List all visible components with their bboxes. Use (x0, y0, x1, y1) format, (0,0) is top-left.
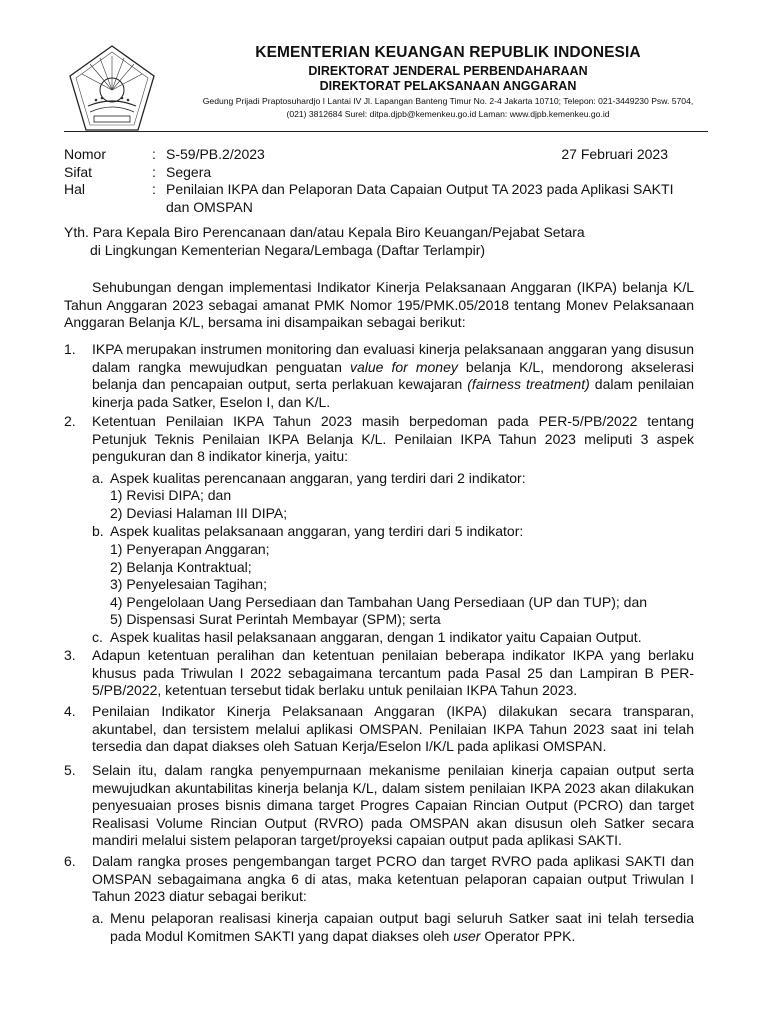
item-text (92, 341, 694, 411)
sub-item-text: Aspek kualitas hasil pelaksanaan anggaran, dengan 1 indikator yaitu Capaian Output. (110, 629, 642, 645)
address-line-1: Gedung Prijadi Praptosuhardjo I Lantai IV Jl. Lapangan Banteng Timur No. 2-4 Jakarta 10710; Telepon: 021-3449230 Psw. 5704, (202, 96, 694, 106)
ministry-name: KEMENTERIAN KEUANGAN REPUBLIK INDONESIA (255, 44, 641, 61)
meta-sifat (64, 164, 704, 182)
sub-item-2a (92, 470, 694, 488)
colon: : (152, 146, 156, 162)
list-item-2 (64, 413, 694, 466)
sub-sub-item: 2) Deviasi Halaman III DIPA; (110, 505, 288, 521)
sub-item-text: Aspek kualitas pelaksanaan anggaran, yang terdiri dari 5 indikator: (110, 523, 524, 539)
sub-item-letter: a. (92, 910, 104, 926)
sub-item-text-part: Menu pelaporan realisasi kinerja capaian output bagi seluruh Satker saat ini telah tersedia pada Modul Komitmen SAKTI yang dapat diakses oleh (110, 910, 694, 944)
item-text: Penilaian Indikator Kinerja Pelaksanaan Anggaran (IKPA) dilakukan secara transparan, akuntabel, dan tersistem melalui aplikasi OMSPAN. Penilaian IKPA Tahun 2023 saat ini telah tersedia dan dapat diakses oleh Satuan Kerja/Eselon I/K/L pada aplikasi OMSPAN. (92, 703, 694, 754)
item-text: Dalam rangka proses pengembangan target PCRO dan target RVRO pada aplikasi SAKTI dan OMSPAN sebagaimana angka 6 di atas, maka ketentuan pelaporan capaian output Triwulan I Tahun 2023 diatur sebagai berikut: (92, 853, 694, 904)
meta-nomor (64, 146, 704, 164)
sub-sub-item: 4) Pengelolaan Uang Persediaan dan Tambahan Uang Persediaan (UP dan TUP); dan (110, 594, 648, 610)
item-text-part: dalam penilaian kinerja pada Satker, Eselon I, dan K/L. (92, 376, 694, 410)
item-number: 4. (64, 703, 76, 719)
letter-date: 27 Februari 2023 (561, 146, 668, 162)
sub-item-2b (92, 523, 694, 541)
intro-paragraph (64, 279, 694, 332)
sifat-label: Sifat (64, 164, 93, 180)
sub-sub-item: 2) Belanja Kontraktual; (110, 559, 252, 575)
intro-text: Sehubungan dengan implementasi Indikator Kinerja Pelaksanaan Anggaran (IKPA) belanja K/L Tahun Anggaran 2023 sebagai amanat PMK Nomor 195/PMK.05/2018 tentang Monev Pelaksanaan Anggaran Belanja K/L, bersama ini disampaikan sebagai berikut: (64, 279, 694, 330)
list-item-5 (64, 762, 694, 850)
ministry-emblem-icon (66, 44, 158, 136)
item-emphasis: (fairness treatment) (467, 376, 590, 392)
sub-item-letter: b. (92, 523, 104, 539)
sub-item-text-part: Operator PPK. (480, 927, 576, 944)
directorate-name: DIREKTORAT PELAKSANAAN ANGGARAN (319, 79, 577, 93)
item-number: 2. (64, 413, 76, 429)
sub-item-letter: a. (92, 470, 104, 486)
addressee (64, 224, 724, 259)
item-emphasis: value for money (349, 358, 458, 375)
list-item-4 (64, 703, 694, 756)
hal-value: Penilaian IKPA dan Pelaporan Data Capaian Output TA 2023 pada Aplikasi SAKTI dan OMSPAN (166, 181, 674, 215)
meta-hal (64, 181, 704, 217)
list-item-1 (64, 341, 694, 411)
addressee-line-1: Yth. Para Kepala Biro Perencanaan dan/atau Kepala Biro Keuangan/Pejabat Setara (64, 224, 585, 240)
list-item-6 (64, 853, 694, 906)
sifat-value: Segera (166, 164, 212, 180)
sub-sub-item: 1) Penyerapan Anggaran; (110, 541, 270, 557)
item-number: 5. (64, 762, 76, 778)
letterhead (166, 44, 730, 120)
item-text: Adapun ketentuan peralihan dan ketentuan penilaian beberapa indikator IKPA yang berlaku khusus pada Triwulan I 2022 sebagaimana tercantum pada Pasal 25 dan Lampiran B PER-5/PB/2022, ketentuan tersebut tidak berlaku untuk penilaian IKPA Tahun 2023. (92, 647, 694, 698)
sub-item-emphasis: user (453, 927, 481, 944)
address-line-2: (021) 3812684 Surel: ditpa.djpb@kemenkeu.go.id Laman: www.djpb.kemenkeu.go.id (286, 109, 610, 119)
sub-item-letter: c. (92, 629, 103, 645)
sub-sub-item: 3) Penyelesaian Tagihan; (110, 576, 267, 592)
nomor-value: S-59/PB.2/2023 (166, 146, 265, 162)
sub-sub-item: 5) Dispensasi Surat Perintah Membayar (SPM); serta (110, 611, 441, 627)
directorate-general-name: DIREKTORAT JENDERAL PERBENDAHARAAN (308, 64, 588, 78)
item-number: 3. (64, 647, 76, 663)
item-text-part: IKPA merupakan instrumen monitoring dan evaluasi kinerja pelaksanaan anggaran yang disusun dalam rangka mewujudkan penguatan (92, 341, 694, 375)
sub-item-6a (92, 910, 694, 945)
colon: : (152, 164, 156, 180)
item-text: Ketentuan Penilaian IKPA Tahun 2023 masih berpedoman pada PER-5/PB/2022 tentang Petunjuk Teknis Penilaian IKPA Belanja K/L. Penilaian IKPA Tahun 2023 meliputi 3 aspek pengukuran dan 8 indikator kinerja, yaitu: (92, 413, 694, 464)
colon: : (152, 181, 156, 197)
nomor-label: Nomor (64, 146, 107, 162)
list-item-3 (64, 647, 694, 700)
letterhead-divider (64, 131, 708, 132)
hal-label: Hal (64, 181, 86, 197)
sub-item-text (110, 910, 694, 945)
sub-item-2c (92, 629, 694, 647)
item-number: 1. (64, 341, 76, 357)
sub-sub-item: 1) Revisi DIPA; dan (110, 487, 232, 503)
item-text-part: belanja K/L, mendorong akselerasi belanja dan pencapaian output, serta perlakuan kewajaran (92, 358, 694, 392)
item-text: Selain itu, dalam rangka penyempurnaan mekanisme penilaian kinerja capaian output serta mewujudkan akuntabilitas kinerja belanja K/L, dalam sistem penilaian IKPA 2023 akan dilakukan penyesuaian proses bisnis dimana target Progres Capaian Rincian Output (PCRO) dan target Realisasi Volume Rincian Output (RVRO) pada OMSPAN akan disusun oleh Satker secara mandiri melalui sistem pelaporan target/proyeksi capaian output pada aplikasi SAKTI. (92, 762, 694, 848)
sub-item-text: Aspek kualitas perencanaan anggaran, yang terdiri dari 2 indikator: (110, 470, 526, 486)
addressee-line-2: di Lingkungan Kementerian Negara/Lembaga (Daftar Terlampir) (90, 241, 486, 258)
item-number: 6. (64, 853, 76, 869)
